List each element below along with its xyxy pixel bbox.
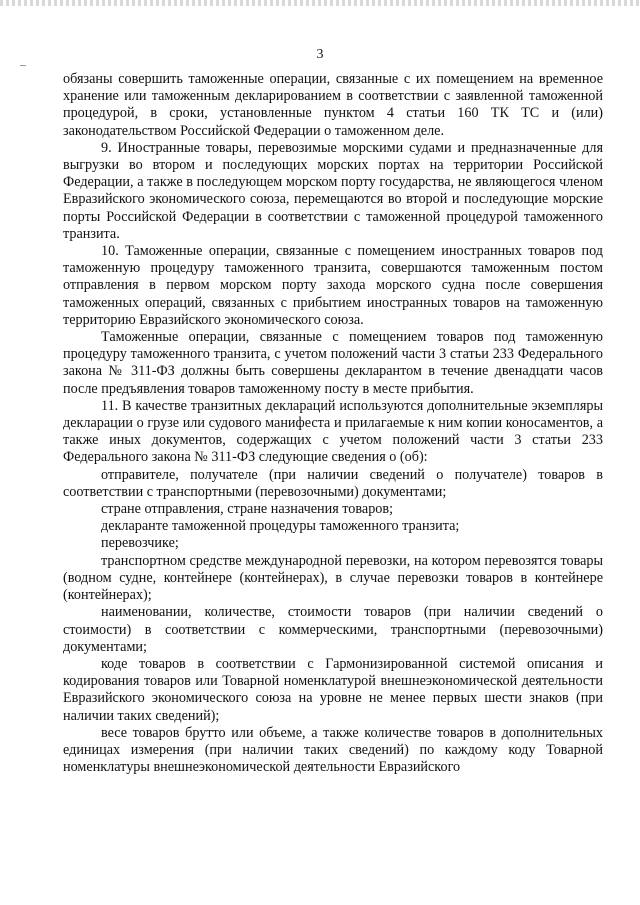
list-item-code: коде товаров в соответствии с Гармонизированной системой описания и кодирования товаров или Товарной номенклатурой внешнеэкономической деятельности Евразийского экономического союза на уровне не менее первых шести знаков (при наличии таких сведений); <box>63 655 603 724</box>
paragraph-item-11: 11. В качестве транзитных деклараций используются дополнительные экземпляры декларации о грузе или судового манифеста и прилагаемые к ним копии коносаментов, а также иных документов, содержащих с учетом положений части 3 статьи 233 Федерального закона № 311-ФЗ следующие сведения о (об): <box>63 397 603 466</box>
list-item-declarant: декларанте таможенной процедуры таможенного транзита; <box>101 518 460 535</box>
list-item-weight: весе товаров брутто или объеме, а также количестве товаров в дополнительных единицах измерения (при наличии таких сведений) по каждому коду Товарной номенклатуры внешнеэкономической деятельности Евразийского <box>63 724 603 776</box>
paragraph-item-10: 10. Таможенные операции, связанные с помещением иностранных товаров под таможенную процедуру таможенного транзита, совершаются таможенным постом отправления в первом морском порту захода морского судна после совершения таможенных операций, связанных с прибытием иностранных товаров на таможенную территорию Евразийского экономического союза. <box>63 243 603 328</box>
document-body <box>63 71 603 776</box>
paragraph-item-9: 9. Иностранные товары, перевозимые морскими судами и предназначенные для выгрузки во втором и последующих морских портах на территории Российской Федерации, а также в последующем морском порту государства, не являющегося членом Евразийского экономического союза, перемещаются во второй и последующие морские порты Российской Федерации в соответствии с таможенной процедурой таможенного транзита. <box>63 139 603 242</box>
paragraph-continuation: обязаны совершить таможенные операции, связанные с их помещением на временное хранение или таможенным декларированием в соответствии с заявленной таможенной процедурой, в сроки, установленные пунктом 4 статьи 160 ТК ТС и (или) законодательством Российской Федерации о таможенном деле. <box>63 71 603 139</box>
margin-mark <box>20 65 26 66</box>
page-number: 3 <box>316 47 324 62</box>
list-item-countries: стране отправления, стране назначения товаров; <box>101 501 394 518</box>
list-item-carrier: перевозчике; <box>101 535 179 552</box>
list-item-sender: отправителе, получателе (при наличии сведений о получателе) товаров в соответствии с транспортными (перевозочными) документами; <box>63 466 603 500</box>
list-item-goods: наименовании, количестве, стоимости товаров (при наличии сведений о стоимости) в соответствии с коммерческими, транспортными (перевозочными) документами; <box>63 604 603 655</box>
page-top-edge <box>0 0 640 6</box>
paragraph-transit-deadline: Таможенные операции, связанные с помещением товаров под таможенную процедуру таможенного транзита, с учетом положений части 3 статьи 233 Федерального закона № 311-ФЗ должны быть совершены декларантом в течение двенадцати часов после предъявления товаров таможенному посту в месте прибытия. <box>63 329 603 397</box>
list-item-vehicle: транспортном средстве международной перевозки, на котором перевозятся товары (водном судне, контейнере (контейнерах), в случае перевозки товаров в контейнере (контейнерах); <box>63 552 603 604</box>
